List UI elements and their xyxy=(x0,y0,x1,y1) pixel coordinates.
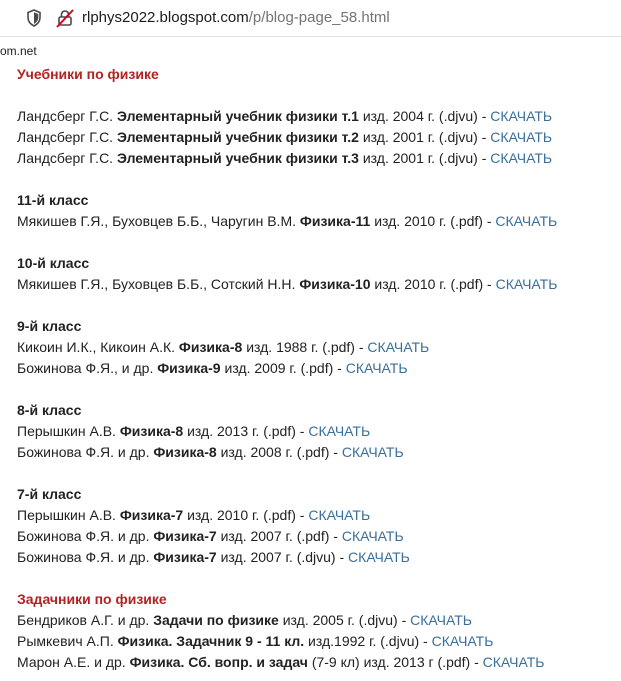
download-link[interactable]: СКАЧАТЬ xyxy=(490,150,553,166)
book-row xyxy=(17,442,617,463)
download-link[interactable]: СКАЧАТЬ xyxy=(490,129,553,145)
insecure-lock-icon[interactable] xyxy=(54,7,76,29)
book-edition-info: изд. 2010 г. (.pdf) - xyxy=(187,507,305,523)
book-edition-info: изд. 2001 г. (.djvu) - xyxy=(362,129,487,145)
book-author: Рымкевич А.П. xyxy=(17,633,114,649)
book-edition-info: изд. 2009 г. (.pdf) - xyxy=(224,360,342,376)
book-author: Божинова Ф.Я. и др. xyxy=(17,549,150,565)
book-title: Физика-11 xyxy=(299,213,371,229)
book-edition-info: изд. 2010 г. (.pdf) - xyxy=(374,276,492,292)
book-title: Физика-8 xyxy=(119,423,184,439)
book-author: Божинова Ф.Я., и др. xyxy=(17,360,154,376)
download-link[interactable]: СКАЧАТЬ xyxy=(495,213,558,229)
book-row xyxy=(17,631,617,652)
book-row xyxy=(17,505,617,526)
book-edition-info: изд. 1988 г. (.pdf) - xyxy=(246,339,364,355)
book-row xyxy=(17,526,617,547)
download-link[interactable]: СКАЧАТЬ xyxy=(345,360,408,376)
problems-section-title: Задачники по физике xyxy=(17,591,167,607)
book-title: Элементарный учебник физики т.1 xyxy=(116,108,359,124)
book-title: Физика. Задачник 9 - 11 кл. xyxy=(117,633,305,649)
book-title: Элементарный учебник физики т.2 xyxy=(116,129,359,145)
book-author: Бендриков А.Г. и др. xyxy=(17,612,150,628)
url-host: rlphys2022.blogspot.com xyxy=(82,9,249,26)
book-row xyxy=(17,274,617,295)
textbooks-section-title: Учебники по физике xyxy=(17,66,159,82)
book-row xyxy=(17,610,617,631)
download-link[interactable]: СКАЧАТЬ xyxy=(482,654,545,670)
book-author: Кикоин И.К., Кикоин А.К. xyxy=(17,339,176,355)
grade11-title: 11-й класс xyxy=(17,192,89,208)
url-text[interactable] xyxy=(82,8,390,28)
download-link[interactable]: СКАЧАТЬ xyxy=(308,507,371,523)
book-edition-info: изд. 2005 г. (.djvu) - xyxy=(282,612,407,628)
book-title: Физика-9 xyxy=(157,360,221,376)
book-title: Физика-7 xyxy=(153,528,217,544)
book-row xyxy=(17,358,617,379)
book-edition-info: изд. 2007 г. (.pdf) - xyxy=(220,528,338,544)
book-title: Физика-10 xyxy=(299,276,371,292)
book-edition-info: изд. 2010 г. (.pdf) - xyxy=(374,213,492,229)
shield-icon[interactable] xyxy=(24,8,44,28)
url-path: /p/blog-page_58.html xyxy=(248,9,390,26)
book-row xyxy=(17,106,617,127)
download-link[interactable]: СКАЧАТЬ xyxy=(348,549,410,565)
book-author: Ландсберг Г.С. xyxy=(17,129,114,145)
book-author: Божинова Ф.Я. и др. xyxy=(17,444,150,460)
book-edition-info: (7-9 кл) изд. 2013 г (.pdf) - xyxy=(311,654,479,670)
book-title: Физика. Сб. вопр. и задач xyxy=(129,654,308,670)
page-content xyxy=(17,64,617,673)
problems-list xyxy=(17,610,617,673)
book-row xyxy=(17,211,617,232)
book-title: Физика-8 xyxy=(178,339,243,355)
book-title: Физика-7 xyxy=(119,507,184,523)
book-author: Ландсберг Г.С. xyxy=(17,150,114,166)
grade11-list xyxy=(17,211,617,232)
download-link[interactable]: СКАЧАТЬ xyxy=(490,108,553,124)
grade9-list xyxy=(17,337,617,379)
book-edition-info: изд. 2004 г. (.djvu) - xyxy=(362,108,487,124)
address-bar[interactable] xyxy=(0,0,621,37)
book-row xyxy=(17,421,617,442)
previous-link-fragment: om.net xyxy=(0,44,37,58)
download-link[interactable]: СКАЧАТЬ xyxy=(495,276,558,292)
book-row xyxy=(17,148,617,169)
book-title: Элементарный учебник физики т.3 xyxy=(116,150,359,166)
download-link[interactable]: СКАЧАТЬ xyxy=(367,339,430,355)
download-link[interactable]: СКАЧАТЬ xyxy=(341,444,404,460)
book-author: Божинова Ф.Я. и др. xyxy=(17,528,150,544)
download-link[interactable]: СКАЧАТЬ xyxy=(431,633,494,649)
book-row xyxy=(17,337,617,358)
book-author: Перышкин А.В. xyxy=(17,507,116,523)
grade7-list xyxy=(17,505,617,568)
book-row xyxy=(17,127,617,148)
book-row xyxy=(17,652,617,673)
book-author: Мякишев Г.Я., Буховцев Б.Б., Чаругин В.М. xyxy=(17,213,297,229)
book-edition-info: изд. 2013 г. (.pdf) - xyxy=(187,423,305,439)
book-author: Перышкин А.В. xyxy=(17,423,116,439)
book-author: Марон А.Е. и др. xyxy=(17,654,126,670)
book-edition-info: изд. 2007 г. (.djvu) - xyxy=(220,549,345,565)
download-link[interactable]: СКАЧАТЬ xyxy=(308,423,371,439)
book-edition-info: изд.1992 г. (.djvu) - xyxy=(308,633,428,649)
download-link[interactable]: СКАЧАТЬ xyxy=(341,528,404,544)
book-row xyxy=(17,547,617,568)
landsberg-list xyxy=(17,106,617,169)
book-title: Физика-8 xyxy=(153,444,217,460)
download-link[interactable]: СКАЧАТЬ xyxy=(410,612,472,628)
book-title: Физика-7 xyxy=(153,549,217,565)
grade7-title: 7-й класс xyxy=(17,486,82,502)
book-author: Мякишев Г.Я., Буховцев Б.Б., Сотский Н.Н. xyxy=(17,276,296,292)
grade10-list xyxy=(17,274,617,295)
book-edition-info: изд. 2001 г. (.djvu) - xyxy=(362,150,487,166)
book-author: Ландсберг Г.С. xyxy=(17,108,114,124)
book-edition-info: изд. 2008 г. (.pdf) - xyxy=(220,444,338,460)
book-title: Задачи по физике xyxy=(153,612,279,628)
grade10-title: 10-й класс xyxy=(17,255,90,271)
grade9-title: 9-й класс xyxy=(17,318,82,334)
grade8-title: 8-й класс xyxy=(17,402,82,418)
grade8-list xyxy=(17,421,617,463)
